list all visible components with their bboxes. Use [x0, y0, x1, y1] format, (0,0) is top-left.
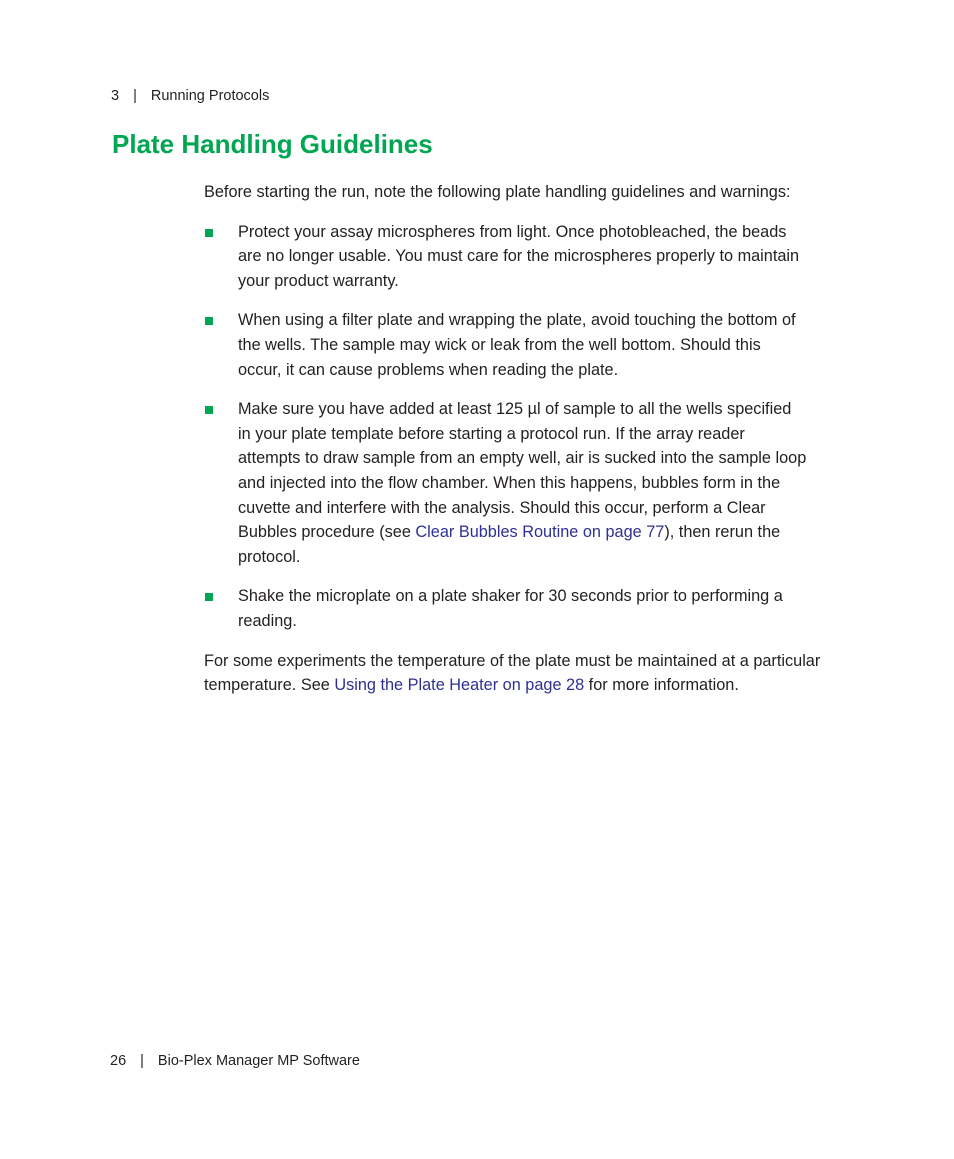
plate-heater-link[interactable]: Using the Plate Heater on page 28: [334, 676, 585, 695]
outro-paragraph: [204, 649, 844, 698]
outro-text: For some experiments the temperature of the plate must be maintained at a particular temperature. See: [204, 651, 821, 695]
chapter-number: 3: [111, 88, 120, 104]
list-item: [204, 220, 808, 294]
page-number: 26: [110, 1053, 127, 1069]
running-footer: [110, 1052, 360, 1070]
square-bullet-icon: [205, 593, 213, 601]
clear-bubbles-link[interactable]: Clear Bubbles Routine on page 77: [415, 523, 665, 542]
outro-text-tail: for more information.: [584, 676, 739, 695]
guidelines-list: [204, 220, 844, 634]
square-bullet-icon: [205, 229, 213, 237]
list-item: [204, 308, 808, 382]
intro-paragraph: Before starting the run, note the following plate handling guidelines and warnings:: [204, 183, 791, 201]
section-body: [204, 180, 844, 698]
square-bullet-icon: [205, 406, 213, 414]
list-item-text: Make sure you have added at least 125 µl of sample to all the wells specified in your plate template before starting a protocol run. If the array reader attempts to draw sample from an empty well, air is sucked into the sample loop and injected into the flow chamber. When this happens, bubbles form in the cuvette and interfere with the analysis. Should this occur, perform a Clear Bubbles procedure (see: [238, 400, 807, 542]
list-item-text: Protect your assay microspheres from light. Once photobleached, the beads are no longer usable. You must care for the microspheres properly to maintain your product warranty.: [238, 222, 800, 290]
footer-separator: |: [140, 1053, 144, 1069]
book-title: Bio-Plex Manager MP Software: [157, 1053, 360, 1069]
chapter-title: Running Protocols: [150, 88, 270, 104]
list-item-text: When using a filter plate and wrapping the plate, avoid touching the bottom of the wells. The sample may wick or leak from the well bottom. Should this occur, it can cause problems when reading the plate.: [238, 311, 796, 379]
list-item: [204, 397, 808, 569]
section-title: Plate Handling Guidelines: [112, 129, 433, 159]
running-header: [111, 87, 269, 105]
list-item-text: Shake the microplate on a plate shaker for 30 seconds prior to performing a reading.: [238, 587, 783, 630]
square-bullet-icon: [205, 317, 213, 325]
header-separator: |: [133, 88, 137, 104]
list-item-text-tail: ), then rerun the protocol.: [238, 523, 781, 566]
list-item: [204, 584, 808, 633]
